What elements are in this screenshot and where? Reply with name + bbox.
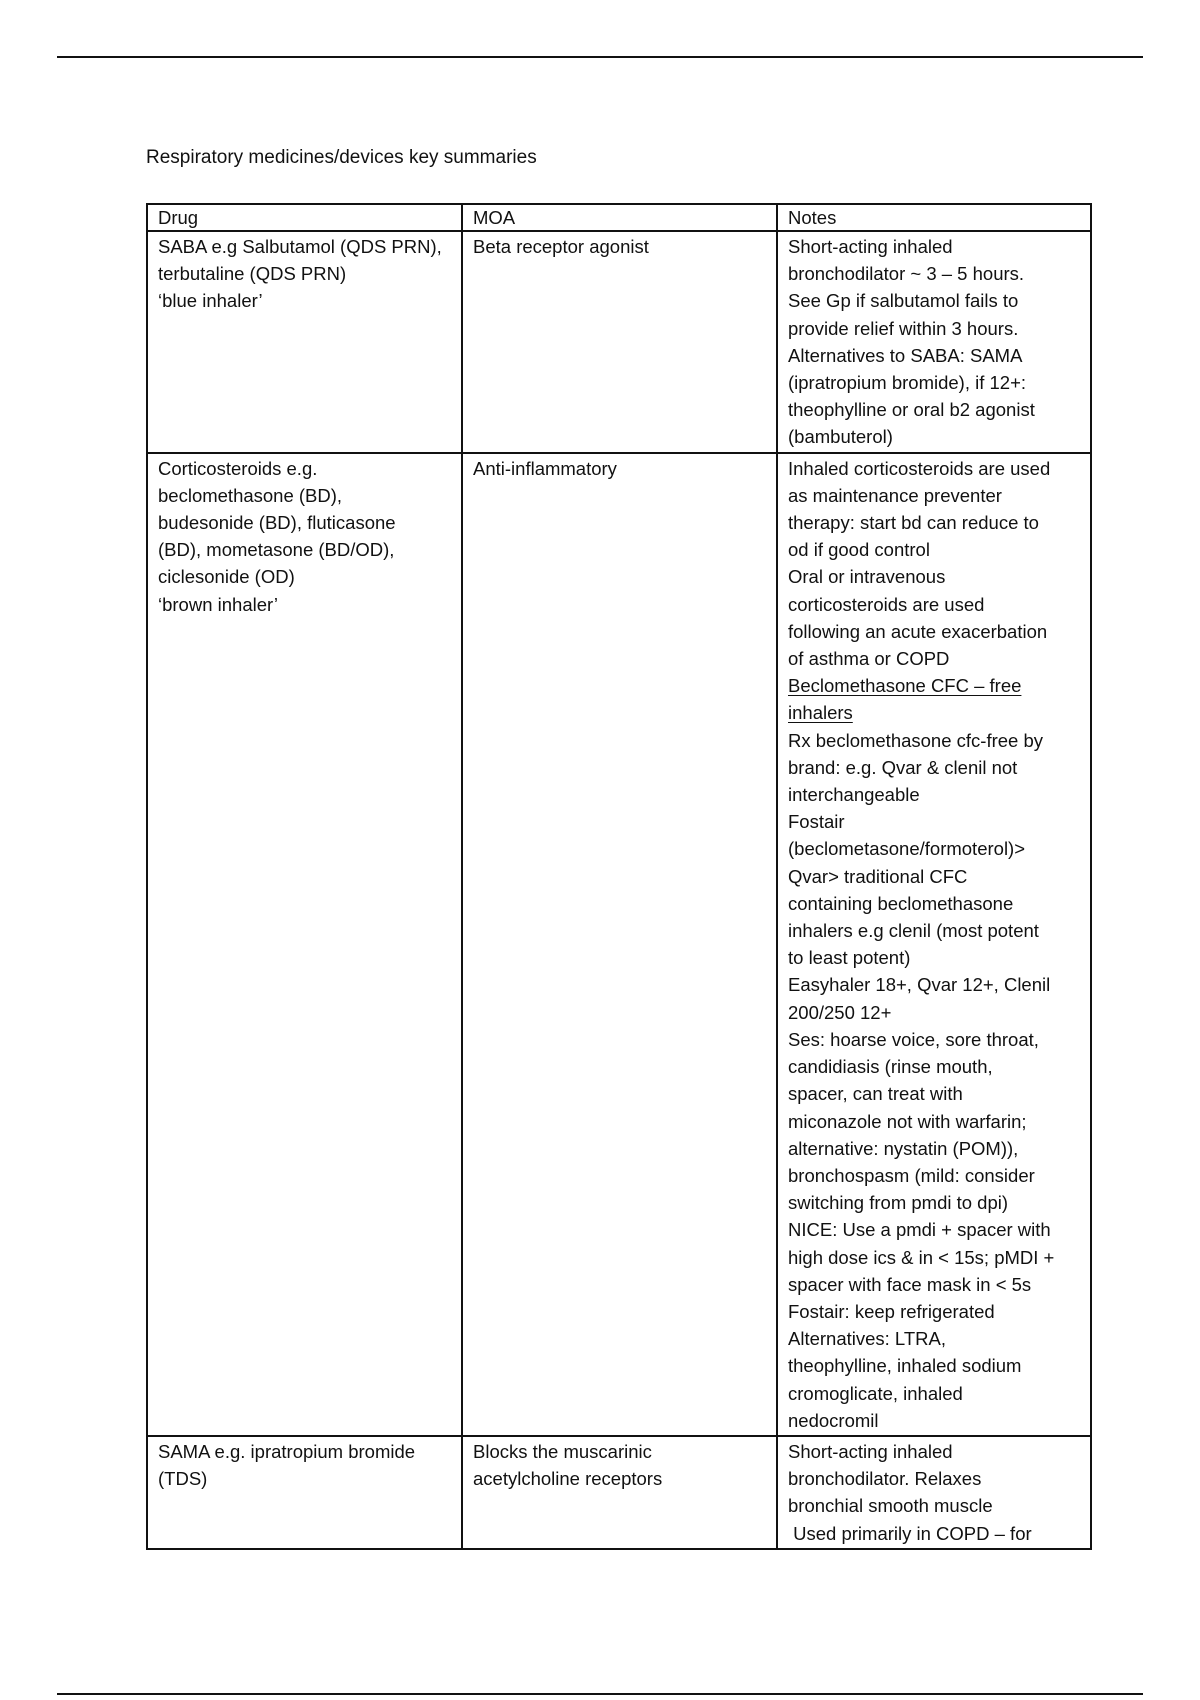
cell-line: Fostair: keep refrigerated bbox=[788, 1300, 995, 1322]
cell-line: (ipratropium bromide), if 12+: bbox=[788, 372, 1027, 394]
cell-line: of asthma or COPD bbox=[788, 648, 950, 670]
cell-line: candidiasis (rinse mouth, bbox=[788, 1056, 993, 1078]
cell-line: beclomethasone (BD), bbox=[158, 484, 343, 506]
notes-cell bbox=[777, 453, 1091, 1436]
cell-line: bronchospasm (mild: consider bbox=[788, 1164, 1035, 1186]
cell-line: as maintenance preventer bbox=[788, 484, 1002, 506]
cell-line: containing beclomethasone bbox=[788, 892, 1014, 914]
notes-cell bbox=[777, 1436, 1091, 1549]
cell-line: inhalers e.g clenil (most potent bbox=[788, 920, 1039, 942]
cell-line: Alternatives to SABA: SAMA bbox=[788, 344, 1023, 366]
cell-line: switching from pmdi to dpi) bbox=[788, 1192, 1009, 1214]
cell-line: brand: e.g. Qvar & clenil not bbox=[788, 756, 1018, 778]
cell-line: Ses: hoarse voice, sore throat, bbox=[788, 1028, 1039, 1050]
summary-table bbox=[146, 203, 1092, 1550]
cell-line: NICE: Use a pmdi + spacer with bbox=[788, 1219, 1051, 1241]
cell-line: bronchodilator ~ 3 – 5 hours. bbox=[788, 263, 1025, 285]
cell-line: following an acute exacerbation bbox=[788, 620, 1048, 642]
cell-line: interchangeable bbox=[788, 784, 920, 806]
document-title: Respiratory medicines/devices key summaries bbox=[146, 147, 537, 168]
column-header-drug: Drug bbox=[147, 204, 462, 231]
cell-line: Rx beclomethasone cfc-free by bbox=[788, 729, 1044, 751]
table-header-row bbox=[147, 204, 1091, 231]
drug-cell bbox=[147, 1436, 462, 1549]
cell-line: ciclesonide (OD) bbox=[158, 566, 295, 588]
notes-cell bbox=[777, 231, 1091, 453]
cell-line: Oral or intravenous bbox=[788, 566, 946, 588]
cell-line: theophylline, inhaled sodium bbox=[788, 1355, 1022, 1377]
table-row bbox=[147, 453, 1091, 1436]
cell-line: SAMA e.g. ipratropium bromide bbox=[158, 1440, 416, 1462]
moa-cell bbox=[462, 1436, 777, 1549]
cell-line: ‘brown inhaler’ bbox=[158, 593, 278, 615]
cell-line-text: Beclomethasone CFC – free bbox=[788, 675, 1022, 697]
column-header-moa: MOA bbox=[462, 204, 777, 231]
cell-line: Fostair bbox=[788, 811, 845, 833]
moa-cell bbox=[462, 231, 777, 453]
cell-line: See Gp if salbutamol fails to bbox=[788, 290, 1019, 312]
cell-line: spacer with face mask in < 5s bbox=[788, 1273, 1032, 1295]
cell-line: alternative: nystatin (POM)), bbox=[788, 1137, 1019, 1159]
cell-line: cromoglicate, inhaled bbox=[788, 1382, 963, 1404]
moa-cell bbox=[462, 453, 777, 1436]
cell-line: Alternatives: LTRA, bbox=[788, 1328, 946, 1350]
cell-line: 200/250 12+ bbox=[788, 1001, 892, 1023]
cell-line: Qvar> traditional CFC bbox=[788, 865, 968, 887]
drug-cell bbox=[147, 453, 462, 1436]
cell-line: Short-acting inhaled bbox=[788, 1440, 953, 1462]
header-rule bbox=[57, 56, 1143, 58]
cell-line: to least potent) bbox=[788, 947, 911, 969]
cell-line: budesonide (BD), fluticasone bbox=[158, 512, 396, 534]
cell-line: miconazole not with warfarin; bbox=[788, 1110, 1027, 1132]
cell-line-text: inhalers bbox=[788, 702, 853, 724]
table-row bbox=[147, 231, 1091, 453]
cell-line: high dose ics & in < 15s; pMDI + bbox=[788, 1246, 1055, 1268]
cell-line: corticosteroids are used bbox=[788, 593, 985, 615]
cell-line: (beclometasone/formoterol)> bbox=[788, 838, 1026, 860]
cell-line: provide relief within 3 hours. bbox=[788, 317, 1019, 339]
cell-line: theophylline or oral b2 agonist bbox=[788, 399, 1035, 421]
cell-line: Easyhaler 18+, Qvar 12+, Clenil bbox=[788, 974, 1051, 996]
cell-line: bronchial smooth muscle bbox=[788, 1495, 993, 1517]
cell-line: Inhaled corticosteroids are used bbox=[788, 457, 1051, 479]
cell-line: Short-acting inhaled bbox=[788, 236, 953, 257]
underlined-subheading bbox=[788, 672, 1081, 699]
cell-line: Corticosteroids e.g. bbox=[158, 457, 318, 479]
cell-line: bronchodilator. Relaxes bbox=[788, 1468, 982, 1490]
cell-line: acetylcholine receptors bbox=[473, 1468, 663, 1490]
cell-line: therapy: start bd can reduce to bbox=[788, 512, 1039, 534]
column-header-notes: Notes bbox=[777, 204, 1091, 231]
cell-line: Beta receptor agonist bbox=[473, 236, 649, 257]
cell-line: terbutaline (QDS PRN) bbox=[158, 263, 347, 285]
footer-rule bbox=[57, 1693, 1143, 1695]
drug-cell bbox=[147, 231, 462, 453]
cell-line: od if good control bbox=[788, 539, 930, 561]
cell-line: spacer, can treat with bbox=[788, 1083, 963, 1105]
cell-line: (BD), mometasone (BD/OD), bbox=[158, 539, 395, 561]
cell-line: (bambuterol) bbox=[788, 426, 893, 448]
cell-line: Blocks the muscarinic bbox=[473, 1440, 652, 1462]
table-row bbox=[147, 1436, 1091, 1549]
underlined-subheading bbox=[788, 699, 1081, 726]
cell-line: ‘blue inhaler’ bbox=[158, 290, 263, 312]
cell-line: SABA e.g Salbutamol (QDS PRN), bbox=[158, 236, 442, 257]
cell-line: nedocromil bbox=[788, 1409, 879, 1431]
cell-line: (TDS) bbox=[158, 1468, 208, 1490]
cell-line: Anti-inflammatory bbox=[473, 457, 617, 479]
cell-line: Used primarily in COPD – for bbox=[788, 1522, 1032, 1544]
